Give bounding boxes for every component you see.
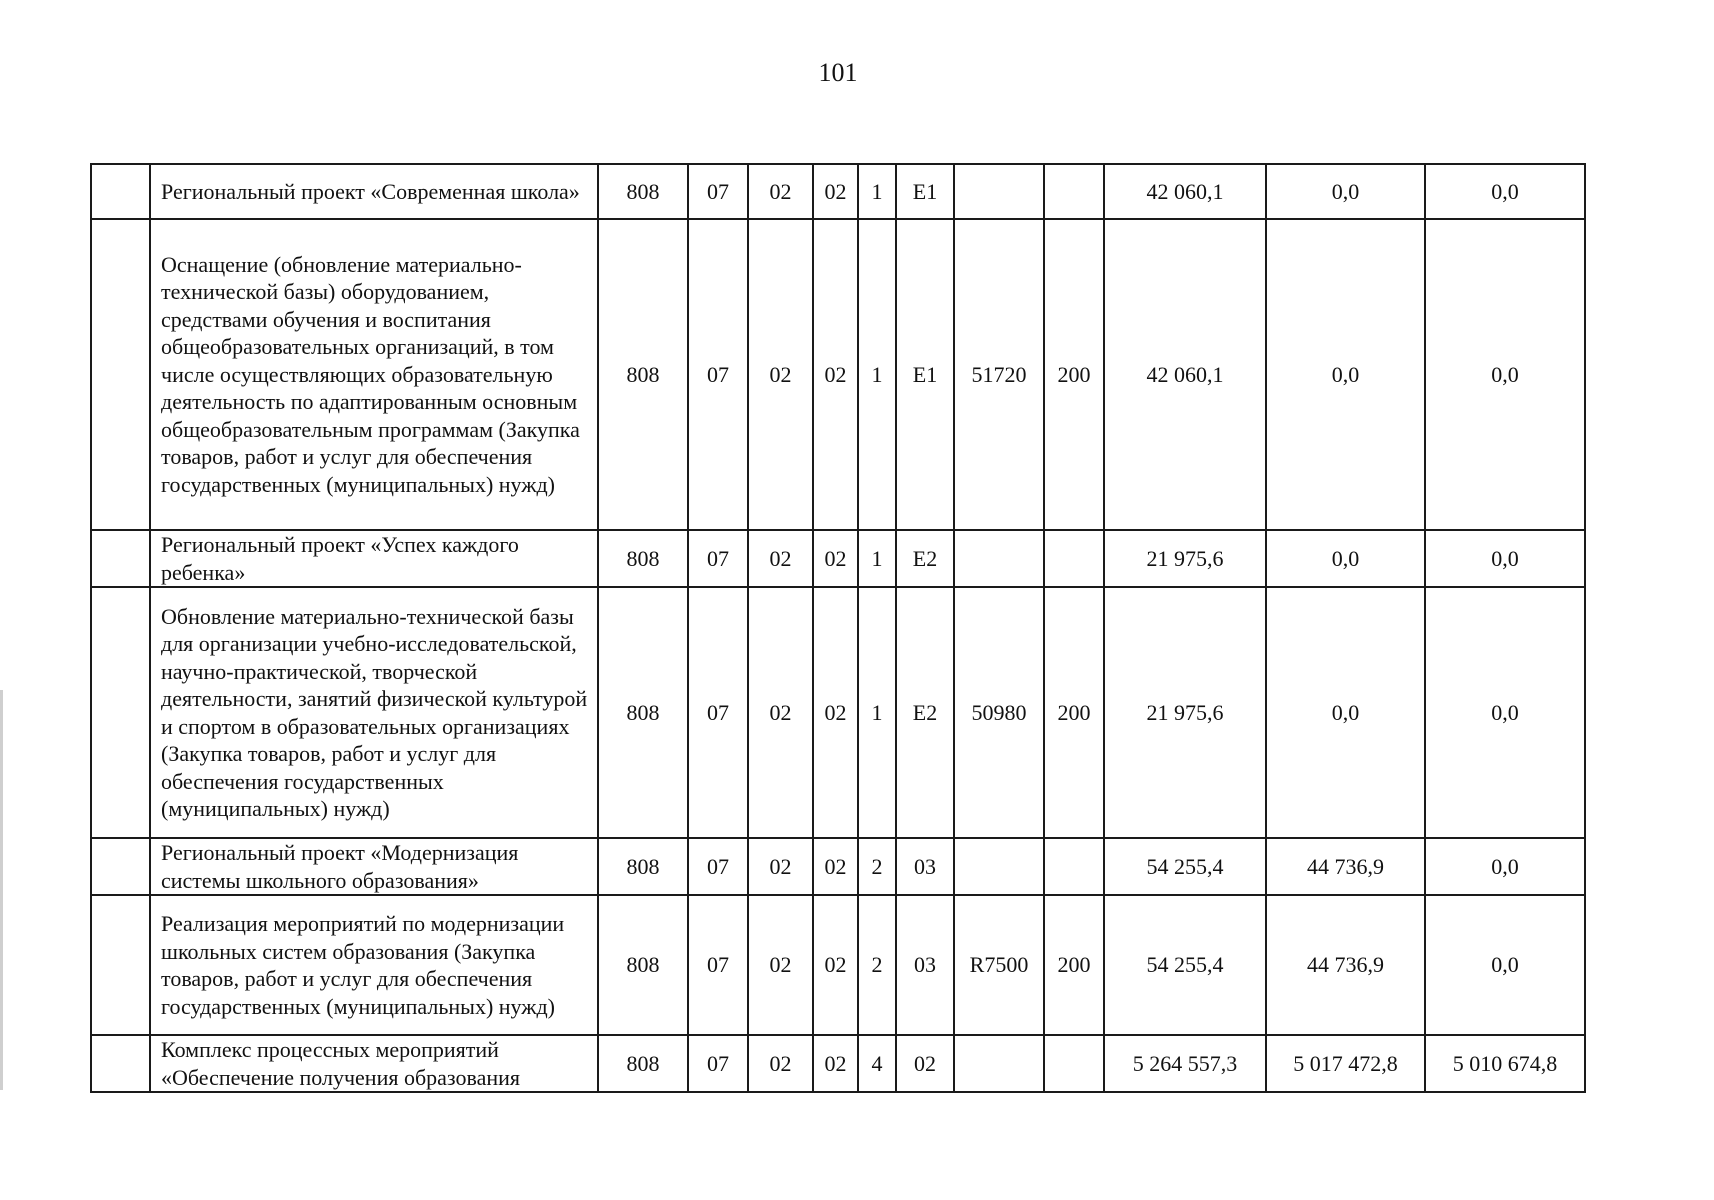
ministry-code-cell: 808: [598, 530, 688, 587]
amount-year1-cell: 21 975,6: [1104, 587, 1266, 838]
subprogram-code-cell: 1: [858, 219, 896, 530]
program-code-cell: 02: [813, 164, 858, 219]
direction-code-cell: R7500: [954, 895, 1044, 1035]
expense-type-cell: [1044, 164, 1104, 219]
project-code-cell: E1: [896, 219, 954, 530]
item-name-cell: Обновление материально-технической базы для организации учебно-исследовательской, научно-практической, творческой деятельности, занятий физической культурой и спортом в образовательных организациях (Закупка товаров, работ и услуг для обеспечения государственных (муниципальных) нужд): [150, 587, 598, 838]
ministry-code-cell: 808: [598, 164, 688, 219]
project-code-cell: E2: [896, 587, 954, 838]
subprogram-code-cell: 1: [858, 164, 896, 219]
amount-year2-cell: 0,0: [1266, 530, 1425, 587]
item-name-cell: Региональный проект «Модернизация системы школьного образования»: [150, 838, 598, 895]
row-number-cell: [91, 838, 150, 895]
subprogram-code-cell: 2: [858, 838, 896, 895]
row-number-cell: [91, 1035, 150, 1092]
scan-edge-mark: [0, 690, 3, 1090]
expense-type-cell: [1044, 530, 1104, 587]
program-code-cell: 02: [813, 219, 858, 530]
direction-code-cell: [954, 164, 1044, 219]
program-code-cell: 02: [813, 838, 858, 895]
row-number-cell: [91, 219, 150, 530]
amount-year2-cell: 0,0: [1266, 219, 1425, 530]
subsection-code-cell: 02: [748, 164, 813, 219]
section-code-cell: 07: [688, 164, 748, 219]
amount-year3-cell: 0,0: [1425, 587, 1585, 838]
amount-year3-cell: 0,0: [1425, 219, 1585, 530]
table-row: [91, 1035, 1585, 1092]
table-row: [91, 219, 1585, 530]
amount-year1-cell: 42 060,1: [1104, 219, 1266, 530]
project-code-cell: 03: [896, 838, 954, 895]
direction-code-cell: 50980: [954, 587, 1044, 838]
ministry-code-cell: 808: [598, 219, 688, 530]
page-number: 101: [818, 58, 858, 87]
expense-type-cell: 200: [1044, 219, 1104, 530]
expense-type-cell: [1044, 838, 1104, 895]
amount-year2-cell: 0,0: [1266, 587, 1425, 838]
amount-year3-cell: 0,0: [1425, 164, 1585, 219]
expense-type-cell: 200: [1044, 587, 1104, 838]
project-code-cell: E2: [896, 530, 954, 587]
project-code-cell: 03: [896, 895, 954, 1035]
amount-year1-cell: 21 975,6: [1104, 530, 1266, 587]
subprogram-code-cell: 4: [858, 1035, 896, 1092]
table-body: [91, 164, 1585, 1092]
item-name-cell: Оснащение (обновление материально-технической базы) оборудованием, средствами обучения и воспитания общеобразовательных организаций, в том числе осуществляющих образовательную деятельность по адаптированным основным общеобразовательным программам (Закупка товаров, работ и услуг для обеспечения государственных (муниципальных) нужд): [150, 219, 598, 530]
budget-table: [90, 163, 1586, 1093]
program-code-cell: 02: [813, 1035, 858, 1092]
amount-year2-cell: 44 736,9: [1266, 895, 1425, 1035]
item-name-cell: Региональный проект «Успех каждого ребенка»: [150, 530, 598, 587]
amount-year3-cell: 0,0: [1425, 895, 1585, 1035]
amount-year1-cell: 42 060,1: [1104, 164, 1266, 219]
program-code-cell: 02: [813, 895, 858, 1035]
amount-year3-cell: 0,0: [1425, 838, 1585, 895]
expense-type-cell: [1044, 1035, 1104, 1092]
section-code-cell: 07: [688, 530, 748, 587]
direction-code-cell: [954, 530, 1044, 587]
row-number-cell: [91, 587, 150, 838]
table-row: [91, 530, 1585, 587]
section-code-cell: 07: [688, 1035, 748, 1092]
item-name-cell: Реализация мероприятий по модернизации школьных систем образования (Закупка товаров, работ и услуг для обеспечения государственных (муниципальных) нужд): [150, 895, 598, 1035]
row-number-cell: [91, 895, 150, 1035]
table-row: [91, 164, 1585, 219]
section-code-cell: 07: [688, 587, 748, 838]
row-number-cell: [91, 530, 150, 587]
program-code-cell: 02: [813, 530, 858, 587]
amount-year1-cell: 5 264 557,3: [1104, 1035, 1266, 1092]
table-row: [91, 838, 1585, 895]
program-code-cell: 02: [813, 587, 858, 838]
table-row: [91, 895, 1585, 1035]
project-code-cell: E1: [896, 164, 954, 219]
amount-year2-cell: 5 017 472,8: [1266, 1035, 1425, 1092]
ministry-code-cell: 808: [598, 1035, 688, 1092]
section-code-cell: 07: [688, 895, 748, 1035]
section-code-cell: 07: [688, 838, 748, 895]
subsection-code-cell: 02: [748, 587, 813, 838]
table-row: [91, 587, 1585, 838]
item-name-cell: Комплекс процессных мероприятий «Обеспечение получения образования: [150, 1035, 598, 1092]
subsection-code-cell: 02: [748, 1035, 813, 1092]
subprogram-code-cell: 2: [858, 895, 896, 1035]
ministry-code-cell: 808: [598, 587, 688, 838]
subsection-code-cell: 02: [748, 530, 813, 587]
item-name-cell: Региональный проект «Современная школа»: [150, 164, 598, 219]
direction-code-cell: [954, 1035, 1044, 1092]
amount-year1-cell: 54 255,4: [1104, 838, 1266, 895]
subsection-code-cell: 02: [748, 895, 813, 1035]
direction-code-cell: 51720: [954, 219, 1044, 530]
subprogram-code-cell: 1: [858, 530, 896, 587]
amount-year3-cell: 5 010 674,8: [1425, 1035, 1585, 1092]
subsection-code-cell: 02: [748, 838, 813, 895]
amount-year1-cell: 54 255,4: [1104, 895, 1266, 1035]
row-number-cell: [91, 164, 150, 219]
subprogram-code-cell: 1: [858, 587, 896, 838]
ministry-code-cell: 808: [598, 895, 688, 1035]
amount-year3-cell: 0,0: [1425, 530, 1585, 587]
section-code-cell: 07: [688, 219, 748, 530]
subsection-code-cell: 02: [748, 219, 813, 530]
amount-year2-cell: 44 736,9: [1266, 838, 1425, 895]
amount-year2-cell: 0,0: [1266, 164, 1425, 219]
expense-type-cell: 200: [1044, 895, 1104, 1035]
project-code-cell: 02: [896, 1035, 954, 1092]
direction-code-cell: [954, 838, 1044, 895]
ministry-code-cell: 808: [598, 838, 688, 895]
